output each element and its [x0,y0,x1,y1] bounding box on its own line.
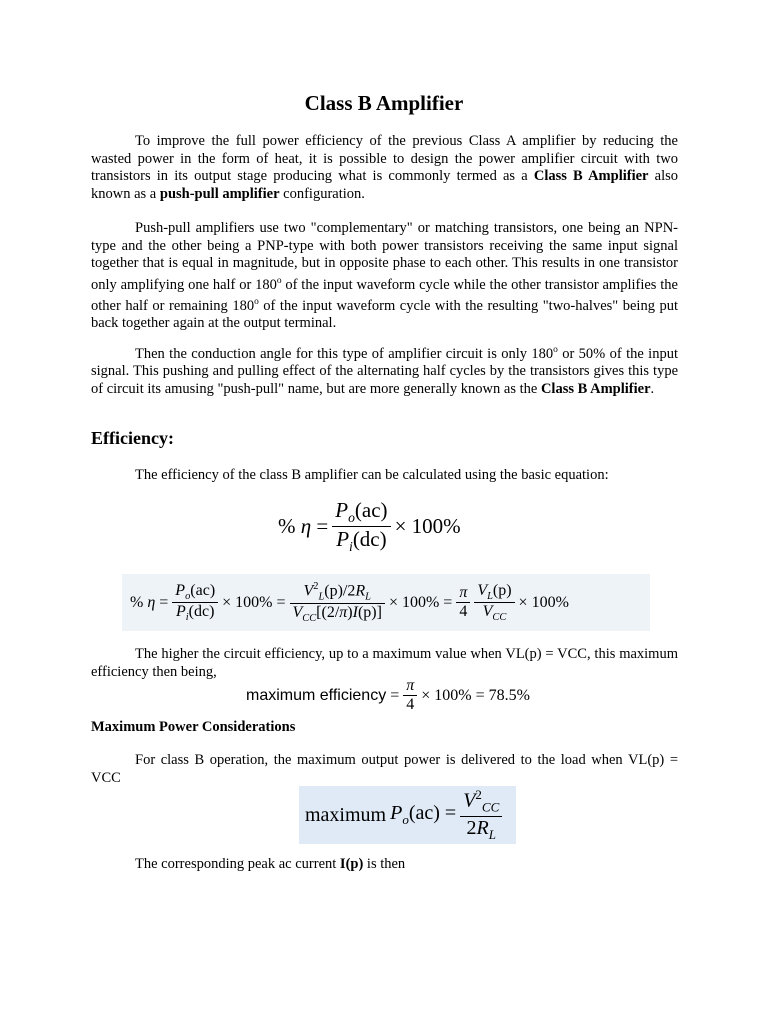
efficiency-equation-expanded: % η = $\frac{P_o(ac)}{P_i(dc)}$ × 100% = $\frac{V^2_L(p)/2R_L}{V_{CC}[(2/\pi)I(p)]}$ × 100% = $\frac{\pi}{4}$ $\frac{V_L(p)}{V_{CC}}$ × 100% [122,574,650,631]
max-efficiency-text: The higher the circuit efficiency, up to a maximum value when VL(p) = VCC, this maximum efficiency then being, [91,646,678,680]
efficiency-intro-paragraph [91,467,678,485]
efficiency-equation-basic: % η = $\frac{P_o(ac)}{P_i(dc)}$ × 100% [278,498,461,555]
max-efficiency-result: 78.5% [488,686,530,704]
max-power-equation: maximum $P_o(ac)$ = $\frac{V^2_{CC}}{2R_L}$ [299,786,516,844]
peak-current-text-2: is then [363,856,406,872]
conduction-bold-class-b: Class B Amplifier [540,380,651,397]
push-pull-text-2: of the input waveform cycle while the other transistor amplifies the other half or remaining 180 [91,276,678,314]
intro-text-1: To improve the full power efficiency of the previous Class A amplifier by reducing the wasted power in the form of heat, it is possible to design the power amplifier circuit with two transistors in its output stage producing what is commonly termed as a [91,133,678,184]
max-efficiency-label: maximum efficiency [246,686,387,704]
degree-sup-2: o [254,296,259,307]
peak-current-bold: I(p) [339,856,364,872]
max-power-text: For class B operation, the maximum output power is delivered to the load when VL(p) = VCC [91,752,678,786]
page-title: Class B Amplifier [304,91,464,115]
push-pull-paragraph [91,220,678,333]
max-power-label: maximum [305,803,387,826]
conduction-text-1: Then the conduction angle for this type of amplifier circuit is only 180 [135,345,554,362]
peak-current-paragraph [91,856,678,874]
intro-paragraph [91,133,678,203]
conduction-text-2: or 50% of the input signal. This pushing and pulling effect of the alternating half cycles by the transistors gives this type of circuit its amusing "push-pull" name, but are more generally known as the [91,345,678,397]
conduction-text-3: . [650,380,655,397]
degree-sup-1: o [276,275,282,286]
peak-current-text-1: The corresponding peak ac current [135,856,340,872]
max-power-heading: Maximum Power Considerations [91,719,296,735]
max-efficiency-equation: maximum efficiency = $\frac{\pi}{4}$ × 100% = 78.5% [246,677,530,713]
push-pull-text-3: of the input waveform cycle with the resulting "two-halves" being put back together again at the output terminal. [91,297,679,332]
intro-bold-class-b: Class B Amplifier [533,168,649,184]
conduction-paragraph [91,342,678,398]
max-power-paragraph [91,752,678,787]
efficiency-intro-text: The efficiency of the class B amplifier can be calculated using the basic equation: [135,467,609,483]
push-pull-text-1: Push-pull amplifiers use two "complementary" or matching transistors, one being an NPN-type and the other being a PNP-type with both power transistors receiving the same input signal together that is equal in magnitude, but in opposite phase to each other. This results in one transistor only amplifying one half or 180 [91,220,678,293]
intro-text-2: also known as a [91,168,679,202]
degree-sup-3: o [553,345,558,355]
max-efficiency-paragraph [91,646,678,681]
efficiency-heading: Efficiency: [91,428,174,448]
intro-bold-push-pull: push-pull amplifier [159,185,280,202]
intro-text-3: configuration. [279,185,365,202]
